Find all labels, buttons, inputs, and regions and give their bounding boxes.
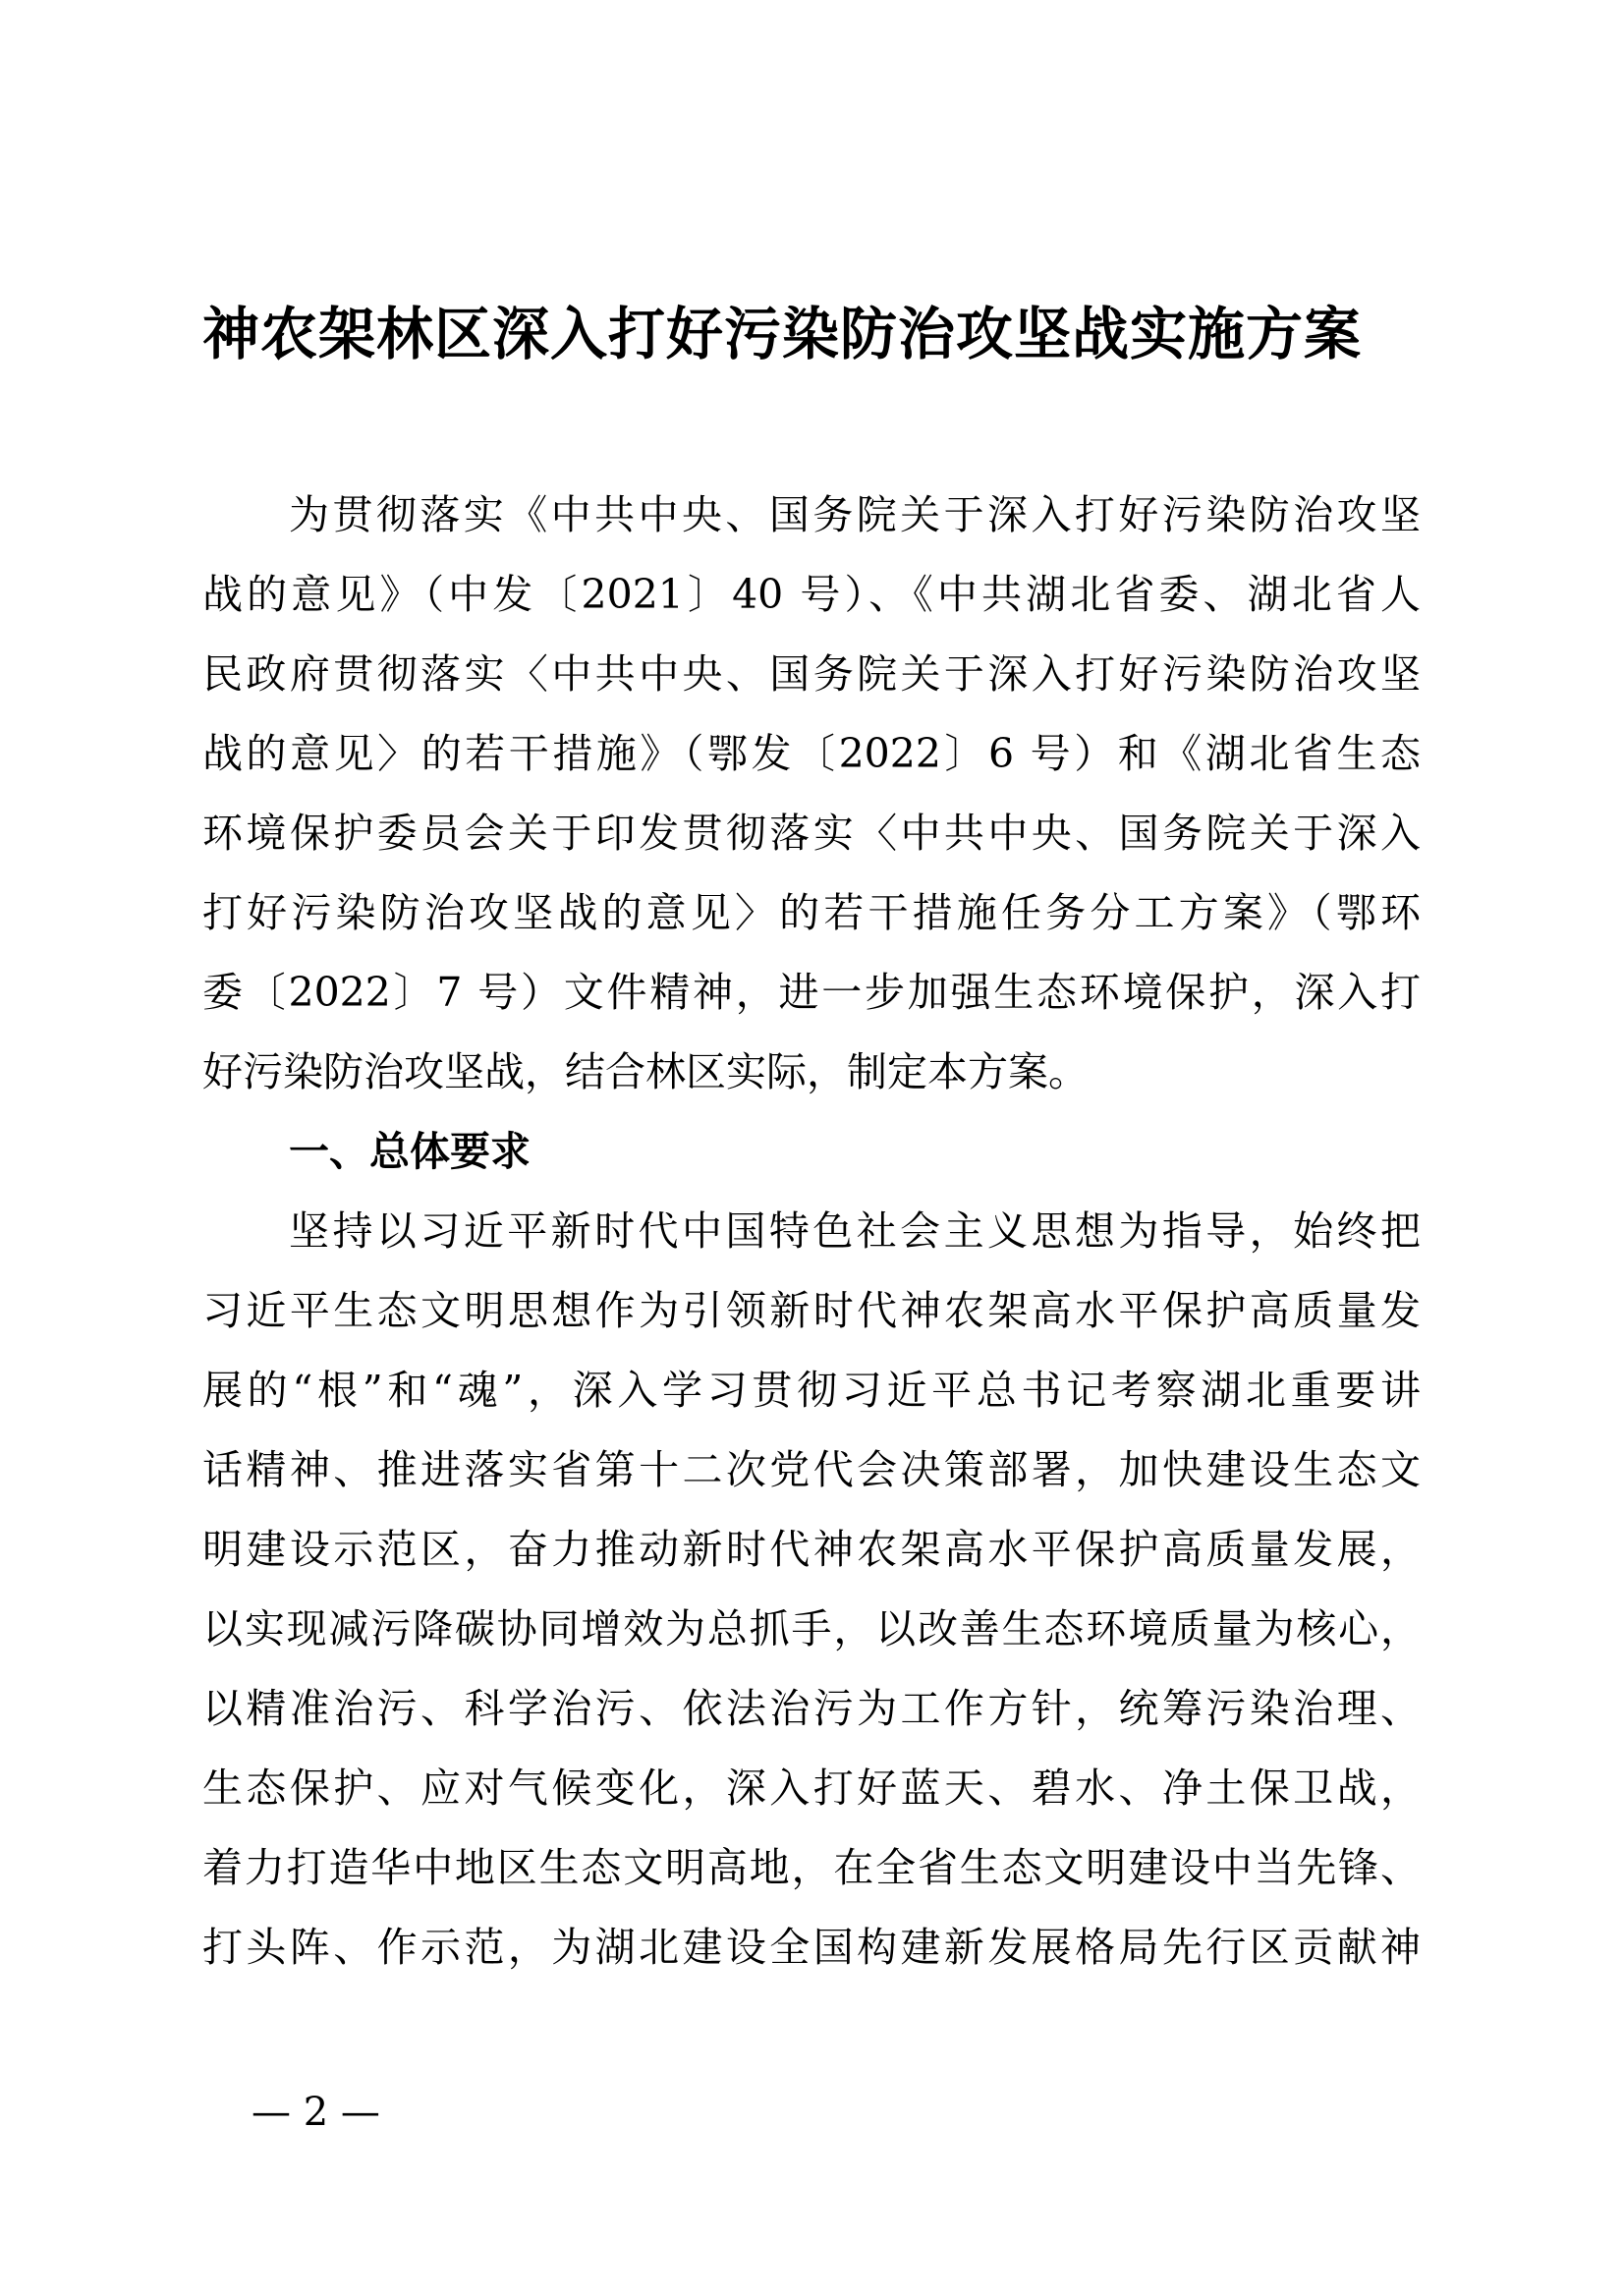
paragraph-line: 打头阵、作示范，为湖北建设全国构建新发展格局先行区贡献神 (202, 1924, 1421, 1971)
document-title: 神农架林区深入打好污染防治攻坚战实施方案 (202, 301, 1363, 367)
paragraph-line: 为贯彻落实《中共中央、国务院关于深入打好污染防治攻坚 (289, 491, 1421, 538)
paragraph-line: 习近平生态文明思想作为引领新时代神农架高水平保护高质量发 (202, 1287, 1421, 1334)
paragraph-line: 环境保护委员会关于印发贯彻落实〈中共中央、国务院关于深入 (202, 810, 1421, 857)
paragraph-line: 战的意见》（中发〔2021〕40 号）、《中共湖北省委、湖北省人 (202, 571, 1421, 618)
document-body (202, 476, 1421, 1988)
paragraph-line: 话精神、推进落实省第十二次党代会决策部署，加快建设生态文 (202, 1446, 1421, 1493)
paragraph-line: 以精准治污、科学治污、依法治污为工作方针，统筹污染治理、 (202, 1685, 1421, 1732)
paragraph-line: 着力打造华中地区生态文明高地，在全省生态文明建设中当先锋、 (202, 1844, 1421, 1891)
paragraph-line: 打好污染防治攻坚战的意见〉的若干措施任务分工方案》（鄂环 (202, 889, 1421, 936)
paragraph-line: 好污染防治攻坚战，结合林区实际，制定本方案。 (202, 1048, 1089, 1095)
section-heading: 一、总体要求 (289, 1128, 531, 1175)
page-number: — 2 — (252, 2090, 380, 2135)
paragraph-line: 明建设示范区，奋力推动新时代神农架高水平保护高质量发展， (202, 1526, 1421, 1573)
paragraph-line: 坚持以习近平新时代中国特色社会主义思想为指导，始终把 (289, 1207, 1421, 1255)
paragraph-line: 战的意见〉的若干措施》（鄂发〔2022〕6 号）和《湖北省生态 (202, 730, 1421, 777)
paragraph-line: 民政府贯彻落实〈中共中央、国务院关于深入打好污染防治攻坚 (202, 650, 1421, 698)
paragraph-line: 委〔2022〕7 号）文件精神，进一步加强生态环境保护，深入打 (202, 969, 1421, 1016)
paragraph-line: 展的“根”和“魂”，深入学习贯彻习近平总书记考察湖北重要讲 (202, 1367, 1421, 1414)
paragraph-line: 生态保护、应对气候变化，深入打好蓝天、碧水、净土保卫战， (202, 1764, 1421, 1812)
paragraph-line: 以实现减污降碳协同增效为总抓手，以改善生态环境质量为核心， (202, 1605, 1421, 1652)
